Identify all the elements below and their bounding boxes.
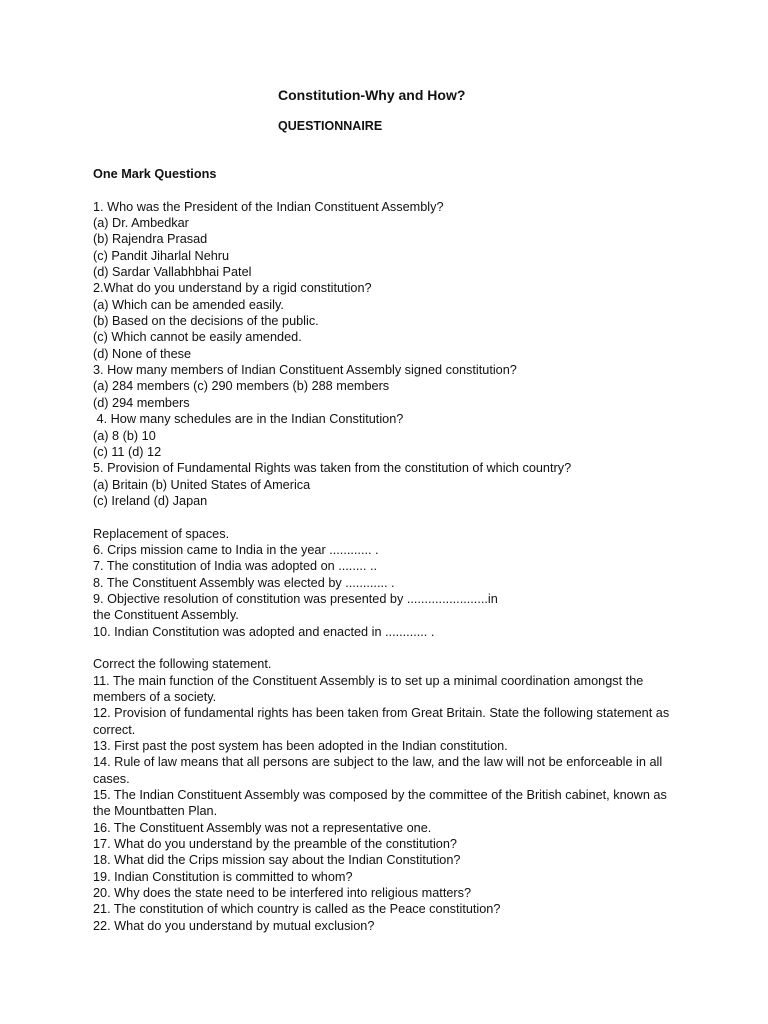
- question-line: 11. The main function of the Constituent Assembly is to set up a minimal coordination amongst the members of a society.: [93, 673, 644, 704]
- answer-option: (d) Sardar Vallabhbhai Patel: [93, 265, 252, 280]
- answer-option: (d) None of these: [93, 346, 192, 361]
- answer-option: (c) Ireland (d) Japan: [93, 493, 208, 508]
- answer-option: (a) 8 (b) 10: [93, 428, 156, 443]
- question-line: 15. The Indian Constituent Assembly was composed by the committee of the British cabinet, known as the Mountbatten Plan.: [93, 788, 667, 819]
- document-subtitle: QUESTIONNAIRE: [278, 119, 383, 133]
- question-line: 1. Who was the President of the Indian Constituent Assembly?: [93, 199, 444, 214]
- question-line: 19. Indian Constitution is committed to whom?: [93, 869, 353, 884]
- question-line: 16. The Constituent Assembly was not a representative one.: [93, 820, 432, 835]
- question-line: 10. Indian Constitution was adopted and enacted in ............ .: [93, 624, 435, 639]
- document-body: [93, 166, 683, 934]
- question-line: 8. The Constituent Assembly was elected by ............ .: [93, 575, 395, 590]
- fill-blanks-heading: Replacement of spaces.: [93, 526, 230, 541]
- answer-option: (b) Rajendra Prasad: [93, 232, 208, 247]
- answer-option: (d) 294 members: [93, 395, 190, 410]
- blank-line: [93, 182, 683, 198]
- blank-line: [93, 509, 683, 525]
- question-line: 12. Provision of fundamental rights has been taken from Great Britain. State the following statement as correct.: [93, 706, 670, 737]
- question-line: 9. Objective resolution of constitution was presented by .......................in: [93, 591, 498, 606]
- question-line: 2.What do you understand by a rigid constitution?: [93, 281, 372, 296]
- question-line: 7. The constitution of India was adopted on ........ ..: [93, 559, 378, 574]
- question-line: the Constituent Assembly.: [93, 608, 239, 623]
- question-line: 5. Provision of Fundamental Rights was taken from the constitution of which country?: [93, 461, 572, 476]
- question-line: 3. How many members of Indian Constituent Assembly signed constitution?: [93, 363, 517, 378]
- question-line: 21. The constitution of which country is called as the Peace constitution?: [93, 902, 501, 917]
- answer-option: (a) Britain (b) United States of America: [93, 477, 311, 492]
- question-line: 17. What do you understand by the preamble of the constitution?: [93, 837, 457, 852]
- question-line: 4. How many schedules are in the Indian Constitution?: [93, 412, 404, 427]
- answer-option: (c) Pandit Jiharlal Nehru: [93, 248, 230, 263]
- answer-option: (a) Which can be amended easily.: [93, 297, 284, 312]
- question-line: 13. First past the post system has been adopted in the Indian constitution.: [93, 739, 508, 754]
- section-heading: One Mark Questions: [93, 167, 217, 181]
- question-line: 20. Why does the state need to be interfered into religious matters?: [93, 886, 472, 901]
- answer-option: (a) 284 members (c) 290 members (b) 288 members: [93, 379, 390, 394]
- question-line: 22. What do you understand by mutual exclusion?: [93, 918, 375, 933]
- document-title: Constitution-Why and How?: [278, 87, 466, 103]
- answer-option: (b) Based on the decisions of the public.: [93, 314, 319, 329]
- question-line: 18. What did the Crips mission say about the Indian Constitution?: [93, 853, 461, 868]
- correct-statement-heading: Correct the following statement.: [93, 657, 272, 672]
- answer-option: (c) Which cannot be easily amended.: [93, 330, 302, 345]
- question-line: 6. Crips mission came to India in the year ............ .: [93, 542, 379, 557]
- question-line: 14. Rule of law means that all persons are subject to the law, and the law will not be enforceable in all cases.: [93, 755, 663, 786]
- answer-option: (a) Dr. Ambedkar: [93, 216, 189, 231]
- blank-line: [93, 640, 683, 656]
- answer-option: (c) 11 (d) 12: [93, 444, 162, 459]
